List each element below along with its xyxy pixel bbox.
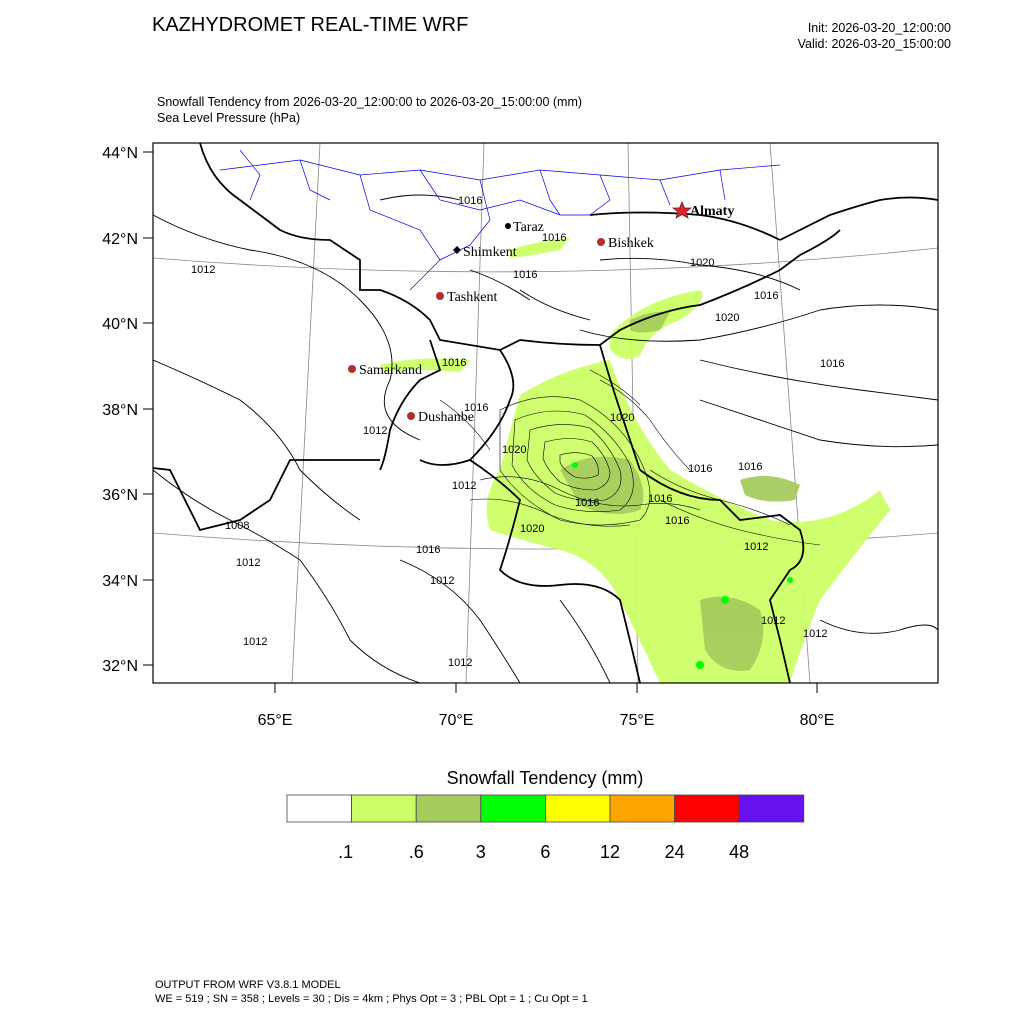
contour-label: 1016 (458, 195, 483, 207)
lat-label-42: 42°N (102, 231, 138, 248)
contour-label: 1016 (754, 290, 779, 302)
city-label-tashkent: Tashkent (447, 290, 498, 305)
contour-label: 1020 (502, 444, 527, 456)
lat-label-32: 32°N (102, 658, 138, 675)
taraz-dot-icon (505, 223, 511, 229)
colorbar-swatch (352, 795, 417, 822)
contour-label: 1016 (738, 461, 763, 473)
colorbar-tick-label: .6 (408, 842, 424, 862)
lon-label-75: 75°E (619, 712, 655, 729)
map-area (153, 143, 940, 683)
tashkent-dot-icon (436, 292, 444, 300)
colorbar-tick-label: 12 (599, 842, 621, 862)
colorbar-tick-label: 6 (540, 842, 551, 862)
contour-label: 1012 (191, 264, 216, 276)
colorbar-tick-label: 24 (664, 842, 685, 862)
colorbar-swatch (739, 795, 804, 822)
contour-label: 1012 (452, 480, 477, 492)
contour-label: 1008 (225, 520, 250, 532)
bishkek-dot-icon (597, 238, 605, 246)
contour-label: 1012 (803, 628, 828, 640)
city-label-bishkek: Bishkek (608, 236, 654, 251)
contour-label: 1016 (464, 402, 489, 414)
samarkand-dot-icon (348, 365, 356, 373)
longitude-axis (258, 683, 835, 729)
contour-label: 1012 (430, 575, 455, 587)
colorbar-swatch (545, 795, 610, 822)
almaty-star-icon (673, 202, 691, 218)
lat-label-34: 34°N (102, 573, 138, 590)
contour-label: 1016 (442, 357, 467, 369)
init-time: Init: 2026-03-20_12:00:00 (807, 21, 951, 35)
lon-label-80: 80°E (799, 712, 835, 729)
city-label-shimkent: Shimkent (463, 245, 517, 260)
colorbar-tick-label: 3 (475, 842, 486, 862)
colorbar-swatch (287, 795, 352, 822)
colorbar-swatch (610, 795, 675, 822)
field-description-pressure: Sea Level Pressure (hPa) (157, 111, 301, 125)
contour-label: 1020 (520, 523, 545, 535)
contour-label: 1016 (513, 269, 538, 281)
colorbar-swatch (481, 795, 546, 822)
lat-label-44: 44°N (102, 145, 138, 162)
lon-label-70: 70°E (438, 712, 474, 729)
contour-label: 1020 (690, 257, 715, 269)
footer-model-info: OUTPUT FROM WRF V3.8.1 MODEL (155, 979, 341, 991)
contour-label: 1012 (761, 615, 786, 627)
valid-time: Valid: 2026-03-20_15:00:00 (797, 37, 951, 51)
contour-label: 1016 (665, 515, 690, 527)
lat-label-40: 40°N (102, 316, 138, 333)
colorbar-title: Snowfall Tendency (mm) (446, 768, 644, 788)
contour-label: 1012 (363, 425, 388, 437)
colorbar-swatch (675, 795, 740, 822)
contour-label: 1012 (236, 557, 261, 569)
city-label-almaty: Almaty (690, 204, 735, 219)
colorbar-ticks (338, 842, 749, 862)
contour-label: 1016 (688, 463, 713, 475)
contour-label: 1012 (744, 541, 769, 553)
contour-label: 1012 (448, 657, 473, 669)
contour-label: 1012 (243, 636, 268, 648)
latitude-axis (102, 145, 153, 675)
colorbar-swatch (416, 795, 481, 822)
city-label-samarkand: Samarkand (359, 363, 422, 378)
contour-label: 1016 (820, 358, 845, 370)
field-description-snowfall: Snowfall Tendency from 2026-03-20_12:00:00 to 2026-03-20_15:00:00 (mm) (157, 95, 583, 109)
colorbar (287, 795, 804, 822)
city-label-taraz: Taraz (513, 220, 544, 235)
contour-label: 1016 (416, 544, 441, 556)
colorbar-tick-label: 48 (729, 842, 750, 862)
footer-grid-info: WE = 519 ; SN = 358 ; Levels = 30 ; Dis = 4km ; Phys Opt = 3 ; PBL Opt = 1 ; Cu Opt = 1 (155, 993, 588, 1005)
dushanbe-dot-icon (407, 412, 415, 420)
colorbar-tick-label: .1 (338, 842, 354, 862)
city-label-dushanbe: Dushanbe (418, 410, 474, 425)
contour-label: 1020 (715, 312, 740, 324)
contour-label: 1016 (542, 232, 567, 244)
main-title: KAZHYDROMET REAL-TIME WRF (152, 14, 469, 36)
contour-label: 1020 (610, 412, 635, 424)
lon-label-65: 65°E (257, 712, 293, 729)
province-borders (153, 143, 940, 290)
lat-label-38: 38°N (102, 402, 138, 419)
contour-label: 1016 (575, 497, 600, 509)
lat-label-36: 36°N (102, 487, 138, 504)
contour-label: 1016 (648, 493, 673, 505)
